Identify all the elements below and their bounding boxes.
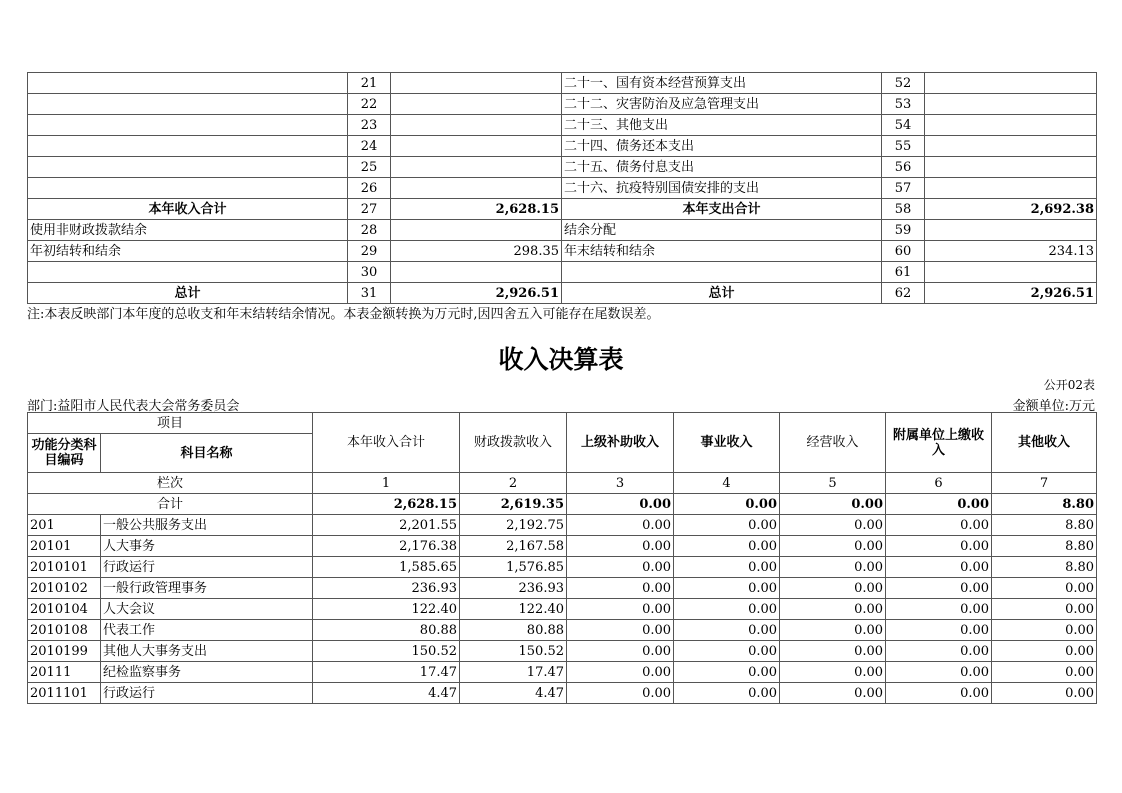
amount-cell: 150.52	[313, 641, 460, 662]
summary-row	[28, 241, 1097, 262]
amount-cell: 0.00	[674, 641, 780, 662]
subject-name: 一般行政管理事务	[101, 578, 313, 599]
amount-cell: 0.00	[780, 536, 886, 557]
amount-cell: 0.00	[886, 536, 992, 557]
header-col-3: 上级补助收入	[567, 413, 674, 473]
subject-code: 2010108	[28, 620, 101, 641]
summary-right-number: 62	[882, 283, 925, 304]
summary-left-value	[391, 94, 562, 115]
summary-left-label	[28, 115, 348, 136]
subject-code: 2010101	[28, 557, 101, 578]
subject-code: 2010199	[28, 641, 101, 662]
header-col-4: 事业收入	[674, 413, 780, 473]
header-col-5: 经营收入	[780, 413, 886, 473]
summary-row	[28, 157, 1097, 178]
summary-right-value	[925, 157, 1097, 178]
summary-right-value	[925, 220, 1097, 241]
summary-right-label: 结余分配	[562, 220, 882, 241]
summary-left-label: 使用非财政拨款结余	[28, 220, 348, 241]
summary-left-number: 24	[348, 136, 391, 157]
table-row	[28, 662, 1097, 683]
amount-cell: 0.00	[674, 599, 780, 620]
col-number: 5	[780, 473, 886, 494]
amount-cell: 0.00	[780, 578, 886, 599]
summary-right-label: 二十四、债务还本支出	[562, 136, 882, 157]
subject-code: 201	[28, 515, 101, 536]
subject-name: 纪检监察事务	[101, 662, 313, 683]
summary-right-number: 54	[882, 115, 925, 136]
summary-left-value	[391, 178, 562, 199]
summary-left-number: 26	[348, 178, 391, 199]
summary-left-value	[391, 220, 562, 241]
summary-row	[28, 262, 1097, 283]
subject-name: 其他人大事务支出	[101, 641, 313, 662]
amount-cell: 1,585.65	[313, 557, 460, 578]
amount-cell: 0.00	[992, 683, 1097, 704]
summary-row	[28, 199, 1097, 220]
amount-cell: 0.00	[674, 578, 780, 599]
summary-left-label: 总计	[28, 283, 348, 304]
page-title: 收入决算表	[498, 345, 624, 374]
summary-right-number: 52	[882, 73, 925, 94]
summary-table	[27, 72, 1097, 304]
total-value: 0.00	[567, 494, 674, 515]
row-label: 栏次	[28, 473, 313, 494]
summary-right-label: 二十三、其他支出	[562, 115, 882, 136]
summary-left-value	[391, 157, 562, 178]
amount-cell: 0.00	[567, 599, 674, 620]
summary-left-number: 31	[348, 283, 391, 304]
summary-left-label: 本年收入合计	[28, 199, 348, 220]
amount-cell: 1,576.85	[460, 557, 567, 578]
summary-right-value	[925, 94, 1097, 115]
table-row	[28, 641, 1097, 662]
summary-right-label: 二十一、国有资本经营预算支出	[562, 73, 882, 94]
amount-cell: 2,167.58	[460, 536, 567, 557]
amount-cell: 8.80	[992, 536, 1097, 557]
summary-left-number: 29	[348, 241, 391, 262]
subject-code: 2010102	[28, 578, 101, 599]
table-row	[28, 620, 1097, 641]
amount-cell: 0.00	[567, 536, 674, 557]
amount-cell: 0.00	[567, 557, 674, 578]
amount-cell: 0.00	[674, 683, 780, 704]
col-number: 1	[313, 473, 460, 494]
subject-name: 人大事务	[101, 536, 313, 557]
amount-cell: 2,192.75	[460, 515, 567, 536]
summary-right-number: 53	[882, 94, 925, 115]
form-number: 公开02表	[1043, 378, 1095, 392]
header-col-6: 附属单位上缴收入	[886, 413, 992, 473]
amount-cell: 0.00	[780, 515, 886, 536]
total-value: 8.80	[992, 494, 1097, 515]
amount-cell: 0.00	[886, 620, 992, 641]
column-number-row	[28, 473, 1097, 494]
summary-right-value: 234.13	[925, 241, 1097, 262]
amount-cell: 122.40	[460, 599, 567, 620]
income-table	[27, 412, 1097, 704]
amount-cell: 0.00	[674, 620, 780, 641]
summary-left-value: 2,628.15	[391, 199, 562, 220]
summary-right-label: 年末结转和结余	[562, 241, 882, 262]
summary-left-label	[28, 262, 348, 283]
department-label: 部门:益阳市人民代表大会常务委员会	[27, 399, 240, 414]
summary-left-value: 2,926.51	[391, 283, 562, 304]
col-number: 7	[992, 473, 1097, 494]
summary-left-number: 27	[348, 199, 391, 220]
table-row	[28, 557, 1097, 578]
amount-cell: 0.00	[886, 683, 992, 704]
summary-right-number: 60	[882, 241, 925, 262]
table-row	[28, 599, 1097, 620]
table-row	[28, 536, 1097, 557]
summary-row	[28, 115, 1097, 136]
summary-left-label	[28, 157, 348, 178]
header-col-7: 其他收入	[992, 413, 1097, 473]
summary-left-number: 22	[348, 94, 391, 115]
amount-cell: 0.00	[992, 641, 1097, 662]
income-table-body	[28, 494, 1097, 704]
summary-left-number: 30	[348, 262, 391, 283]
header-func-code: 功能分类科目编码	[28, 434, 101, 473]
summary-left-value	[391, 262, 562, 283]
subject-name: 行政运行	[101, 557, 313, 578]
summary-right-label: 总计	[562, 283, 882, 304]
amount-cell: 8.80	[992, 515, 1097, 536]
table-row	[28, 578, 1097, 599]
amount-cell: 0.00	[886, 641, 992, 662]
summary-right-label: 二十二、灾害防治及应急管理支出	[562, 94, 882, 115]
amount-cell: 0.00	[674, 515, 780, 536]
amount-cell: 0.00	[780, 599, 886, 620]
summary-right-number: 59	[882, 220, 925, 241]
subject-code: 20111	[28, 662, 101, 683]
subject-name: 一般公共服务支出	[101, 515, 313, 536]
col-number: 4	[674, 473, 780, 494]
amount-cell: 4.47	[313, 683, 460, 704]
amount-unit-label: 金额单位:万元	[1012, 399, 1095, 414]
total-label: 合计	[28, 494, 313, 515]
summary-left-label: 年初结转和结余	[28, 241, 348, 262]
total-value: 2,619.35	[460, 494, 567, 515]
amount-cell: 17.47	[313, 662, 460, 683]
amount-cell: 80.88	[460, 620, 567, 641]
amount-cell: 0.00	[674, 662, 780, 683]
col-number: 3	[567, 473, 674, 494]
table-row	[28, 515, 1097, 536]
subject-name: 人大会议	[101, 599, 313, 620]
amount-cell: 8.80	[992, 557, 1097, 578]
summary-row	[28, 73, 1097, 94]
summary-right-value	[925, 136, 1097, 157]
amount-cell: 150.52	[460, 641, 567, 662]
amount-cell: 0.00	[780, 620, 886, 641]
amount-cell: 0.00	[886, 662, 992, 683]
summary-left-value	[391, 115, 562, 136]
col-number: 2	[460, 473, 567, 494]
amount-cell: 0.00	[567, 683, 674, 704]
amount-cell: 236.93	[460, 578, 567, 599]
summary-left-label	[28, 94, 348, 115]
summary-left-value	[391, 136, 562, 157]
amount-cell: 0.00	[674, 536, 780, 557]
summary-right-label: 二十六、抗疫特别国债安排的支出	[562, 178, 882, 199]
summary-right-value	[925, 115, 1097, 136]
amount-cell: 0.00	[780, 557, 886, 578]
summary-right-number: 56	[882, 157, 925, 178]
amount-cell: 122.40	[313, 599, 460, 620]
subject-name: 代表工作	[101, 620, 313, 641]
amount-cell: 0.00	[886, 515, 992, 536]
amount-cell: 0.00	[780, 683, 886, 704]
amount-cell: 0.00	[780, 662, 886, 683]
amount-cell: 4.47	[460, 683, 567, 704]
amount-cell: 0.00	[886, 557, 992, 578]
amount-cell: 0.00	[992, 662, 1097, 683]
summary-left-label	[28, 136, 348, 157]
summary-left-value: 298.35	[391, 241, 562, 262]
summary-right-number: 57	[882, 178, 925, 199]
amount-cell: 0.00	[992, 578, 1097, 599]
total-row	[28, 494, 1097, 515]
amount-cell: 0.00	[992, 620, 1097, 641]
amount-cell: 0.00	[567, 578, 674, 599]
amount-cell: 17.47	[460, 662, 567, 683]
summary-right-label: 本年支出合计	[562, 199, 882, 220]
col-number: 6	[886, 473, 992, 494]
total-value: 0.00	[886, 494, 992, 515]
summary-right-number: 61	[882, 262, 925, 283]
total-value: 2,628.15	[313, 494, 460, 515]
amount-cell: 0.00	[780, 641, 886, 662]
summary-row	[28, 136, 1097, 157]
summary-right-label: 二十五、债务付息支出	[562, 157, 882, 178]
amount-cell: 2,176.38	[313, 536, 460, 557]
subject-code: 20101	[28, 536, 101, 557]
subject-code: 2011101	[28, 683, 101, 704]
total-value: 0.00	[780, 494, 886, 515]
amount-cell: 0.00	[992, 599, 1097, 620]
total-value: 0.00	[674, 494, 780, 515]
subject-name: 行政运行	[101, 683, 313, 704]
summary-right-number: 55	[882, 136, 925, 157]
amount-cell: 0.00	[886, 599, 992, 620]
summary-left-number: 23	[348, 115, 391, 136]
header-col-1: 本年收入合计	[313, 413, 460, 473]
summary-left-number: 25	[348, 157, 391, 178]
summary-right-label	[562, 262, 882, 283]
summary-row	[28, 94, 1097, 115]
header-row-1	[28, 413, 1097, 434]
summary-left-value	[391, 73, 562, 94]
amount-cell: 0.00	[567, 515, 674, 536]
summary-row	[28, 220, 1097, 241]
table-note: 注:本表反映部门本年度的总收支和年末结转结余情况。本表金额转换为万元时,因四舍五入可能存在尾数误差。	[27, 307, 660, 322]
subject-code: 2010104	[28, 599, 101, 620]
table-row	[28, 683, 1097, 704]
summary-row	[28, 283, 1097, 304]
summary-right-value	[925, 178, 1097, 199]
amount-cell: 0.00	[567, 662, 674, 683]
amount-cell: 0.00	[567, 641, 674, 662]
summary-right-value	[925, 73, 1097, 94]
summary-table-body	[28, 73, 1097, 304]
summary-left-label	[28, 73, 348, 94]
summary-right-value: 2,692.38	[925, 199, 1097, 220]
amount-cell: 0.00	[567, 620, 674, 641]
amount-cell: 0.00	[886, 578, 992, 599]
header-item: 项目	[28, 413, 313, 434]
summary-left-number: 21	[348, 73, 391, 94]
amount-cell: 2,201.55	[313, 515, 460, 536]
amount-cell: 0.00	[674, 557, 780, 578]
summary-right-number: 58	[882, 199, 925, 220]
summary-row	[28, 178, 1097, 199]
amount-cell: 80.88	[313, 620, 460, 641]
summary-left-number: 28	[348, 220, 391, 241]
summary-left-label	[28, 178, 348, 199]
header-col-2: 财政拨款收入	[460, 413, 567, 473]
header-subject-name: 科目名称	[101, 434, 313, 473]
summary-right-value: 2,926.51	[925, 283, 1097, 304]
amount-cell: 236.93	[313, 578, 460, 599]
summary-right-value	[925, 262, 1097, 283]
